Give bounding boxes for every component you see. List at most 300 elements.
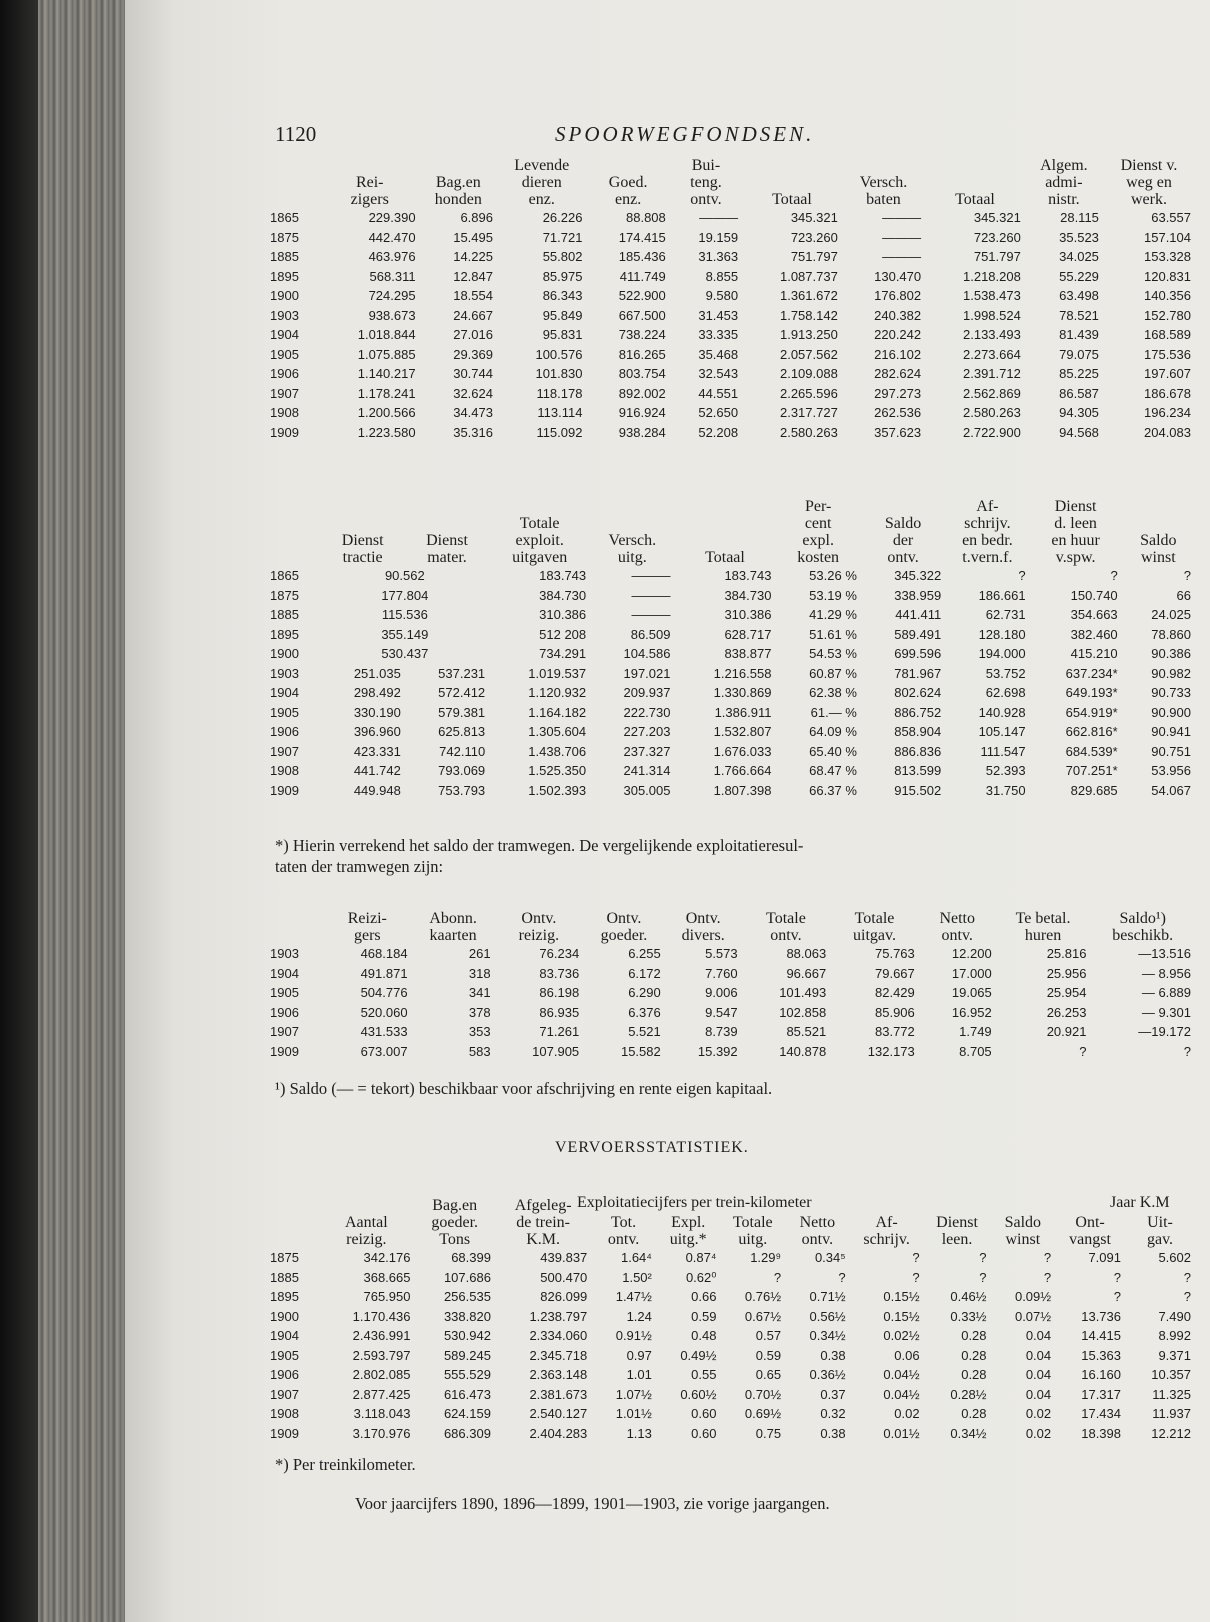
table-cell: 2.363.148: [529, 1367, 588, 1382]
table-cell: 378: [468, 1004, 491, 1020]
table-cell: 673.007: [360, 1043, 408, 1059]
table-cell: 31.750: [985, 782, 1026, 798]
column-header: Bui- teng. ontv.: [690, 157, 722, 208]
table-cell: 1.749: [959, 1024, 992, 1039]
table-cell: 0.57: [755, 1328, 782, 1343]
table-cell: 222.730: [623, 704, 671, 720]
table-cell: 2.802.085: [352, 1367, 411, 1382]
column-header: Ontv. reizig.: [518, 910, 560, 944]
table-cell: 1.29⁹: [750, 1250, 782, 1265]
table-cell: 0.49½: [680, 1347, 717, 1363]
column-header: [270, 157, 320, 208]
table-row: [270, 1287, 1195, 1307]
table-cell: 29.369: [453, 346, 493, 362]
table-cell: 82.429: [875, 985, 915, 1000]
column-header: Rei- zigers: [350, 174, 389, 208]
table-cell: 183.743: [539, 568, 587, 583]
table-cell: 2.265.596: [779, 385, 838, 401]
table-row: [270, 664, 1195, 684]
year-cell: 1904: [270, 965, 299, 981]
year-cell: 1904: [270, 685, 299, 700]
transport-statistics-table: [270, 1197, 1195, 1443]
table-cell: 81.439: [1059, 327, 1099, 342]
table-cell: 88.808: [626, 210, 666, 225]
table-cell: 11.325: [1152, 1386, 1191, 1402]
table-cell: 298.492: [353, 685, 401, 700]
table-cell: 1.178.241: [357, 385, 416, 401]
year-cell: 1900: [270, 646, 299, 661]
table-cell: 616.473: [443, 1386, 491, 1402]
table-cell: 35.523: [1059, 229, 1099, 245]
table-cell: 1.64⁴: [620, 1250, 652, 1265]
column-header: Versch. uitg.: [608, 532, 657, 566]
table-cell: 18.554: [453, 288, 493, 303]
table-cell: 637.234*: [1065, 665, 1118, 681]
table-cell: 32.624: [453, 385, 493, 401]
table-cell: 0.02: [894, 1406, 920, 1421]
table-row: [270, 964, 1195, 984]
table-cell: 0.04: [1025, 1386, 1052, 1402]
year-cell: 1885: [270, 249, 299, 264]
column-header: Ont- vangst: [1069, 1214, 1111, 1248]
column-header: [270, 1197, 318, 1248]
table-cell: 686.309: [443, 1425, 491, 1441]
table-cell: 1.305.604: [528, 724, 587, 739]
table-cell: 25.954: [1046, 985, 1087, 1000]
table-cell: 0.65: [755, 1367, 782, 1382]
column-header: Per- cent expl. kosten: [797, 498, 840, 566]
table-cell: 153.328: [1144, 249, 1191, 264]
table-row: [270, 364, 1195, 384]
year-cell: 1903: [270, 946, 299, 961]
group-header-per-km: Exploitatiecijfers per trein-kilometer: [577, 1194, 812, 1211]
table-row: [270, 722, 1195, 742]
table-row: [270, 286, 1195, 306]
table-cell: 107.686: [443, 1269, 491, 1285]
table-cell: 197.607: [1144, 366, 1191, 381]
table-cell: 1.47½: [615, 1289, 652, 1304]
table-cell: 423.331: [353, 743, 401, 759]
table-cell: 209.937: [623, 685, 671, 700]
table-cell: ?: [1043, 1250, 1052, 1265]
table-cell: 0.60: [691, 1425, 717, 1441]
table-cell: 262.536: [874, 405, 922, 420]
table-cell: 491.871: [360, 965, 408, 981]
table-cell: 62.698: [985, 685, 1026, 700]
table-cell: 0.38: [820, 1347, 846, 1363]
table-cell: 68.47 %: [809, 763, 857, 778]
table-cell: 354.663: [1070, 607, 1118, 622]
table-cell: 0.67½: [744, 1308, 782, 1324]
column-header: Saldo winst: [1004, 1214, 1042, 1248]
table-cell: 25.816: [1046, 946, 1087, 961]
table-cell: 52.208: [698, 424, 739, 440]
table-cell: 838.877: [724, 646, 772, 661]
table-cell: 723.260: [973, 229, 1021, 245]
column-header: Aantal reizig.: [344, 1214, 388, 1248]
table-row: [270, 1042, 1195, 1062]
table-cell: 0.34½: [809, 1328, 846, 1343]
table-cell: 100.576: [535, 346, 583, 362]
table-row: [270, 228, 1195, 248]
table-cell: 85.521: [786, 1024, 827, 1039]
table-cell: 19.065: [951, 985, 992, 1000]
per-km-footnote: *) Per treinkilometer.: [275, 1455, 416, 1474]
table-cell: 826.099: [540, 1289, 588, 1304]
column-header: Expl. uitg.*: [669, 1214, 707, 1248]
table-cell: 32.543: [698, 366, 739, 381]
table-cell: ?: [1183, 1043, 1191, 1059]
table-row: [270, 761, 1195, 781]
table-cell: ?: [1183, 1269, 1191, 1285]
table-cell: 1.386.911: [714, 704, 772, 720]
table-cell: 9.580: [705, 288, 739, 303]
table-cell: 186.661: [978, 587, 1026, 603]
table-cell: 738.224: [618, 327, 666, 342]
table-cell: 8.855: [705, 268, 739, 284]
table-cell: 504.776: [360, 985, 408, 1000]
table-cell: 34.473: [453, 405, 493, 420]
table-cell: 118.178: [536, 385, 583, 401]
table-cell: 338.820: [443, 1308, 491, 1324]
table-cell: 177.804: [381, 587, 429, 603]
column-header: Netto ontv.: [799, 1214, 836, 1248]
year-cell: 1908: [270, 405, 299, 420]
year-cell: 1885: [270, 1269, 299, 1285]
table-cell: 442.470: [368, 229, 416, 245]
table-cell: 411.749: [619, 268, 666, 284]
table-cell: 34.025: [1059, 249, 1099, 264]
table-cell: 0.32: [820, 1406, 846, 1421]
table-row: [270, 683, 1195, 703]
table-cell: 0.97: [626, 1347, 652, 1363]
table-cell: 396.960: [353, 724, 401, 739]
table-cell: 624.159: [443, 1406, 491, 1421]
table-cell: 6.290: [628, 985, 661, 1000]
column-header: Versch. baten: [859, 174, 908, 208]
table-row: [270, 644, 1195, 664]
column-header: Totale ontv.: [766, 910, 806, 944]
year-cell: 1906: [270, 724, 299, 739]
table-row: [270, 703, 1195, 723]
table-cell: 382.460: [1070, 626, 1118, 642]
table-cell: 1.330.869: [713, 685, 772, 700]
table-cell: 829.685: [1070, 782, 1118, 798]
table-cell: 765.950: [363, 1289, 411, 1304]
table-cell: 63.498: [1059, 288, 1099, 303]
table-cell: 441.742: [353, 763, 401, 778]
table-cell: 132.173: [867, 1043, 915, 1059]
table-cell: 83.736: [539, 965, 580, 981]
table-cell: 75.763: [875, 946, 915, 961]
table-cell: 310.386: [724, 607, 772, 622]
column-header: Dienst tractie: [341, 532, 384, 566]
table-cell: 0.02: [1025, 1406, 1052, 1421]
table-row: [270, 267, 1195, 287]
table-cell: 78.860: [1151, 626, 1191, 642]
table-cell: 53.956: [1151, 763, 1191, 778]
table-cell: — 6.889: [1141, 985, 1191, 1000]
table-cell: 186.678: [1144, 385, 1191, 401]
table-cell: 227.203: [623, 724, 671, 739]
table-cell: 9.371: [1158, 1347, 1191, 1363]
table-cell: 1.140.217: [357, 366, 416, 381]
table-cell: 3.118.043: [353, 1406, 411, 1421]
table-cell: 699.596: [894, 646, 942, 661]
table-cell: 803.754: [618, 366, 666, 381]
table-cell: 256.535: [443, 1289, 491, 1304]
table-cell: 2.109.088: [779, 366, 838, 381]
table-cell: 751.797: [790, 249, 838, 264]
table-cell: 229.390: [368, 210, 416, 225]
table-cell: 62.731: [985, 607, 1026, 622]
table-cell: 816.265: [618, 346, 666, 362]
table-cell: 530.437: [381, 646, 429, 661]
table-cell: 282.624: [874, 366, 922, 381]
table-cell: 68.399: [451, 1250, 491, 1265]
table-cell: 0.34⁵: [814, 1250, 846, 1265]
table-cell: 0.37: [820, 1386, 846, 1402]
table-cell: 11.937: [1152, 1406, 1191, 1421]
table-cell: 742.110: [439, 743, 486, 759]
table-cell: 12.200: [951, 946, 992, 961]
table-cell: ?: [912, 1269, 920, 1285]
year-cell: 1905: [270, 1347, 299, 1363]
table-cell: 649.193*: [1065, 685, 1118, 700]
table-cell: 2.436.991: [352, 1328, 411, 1343]
table-cell: 140.928: [978, 704, 1026, 720]
table-cell: 1.218.208: [963, 268, 1021, 284]
table-cell: 194.000: [978, 646, 1026, 661]
table-cell: 0.01½: [883, 1425, 920, 1441]
table-cell: 0.04½: [883, 1367, 920, 1382]
table-cell: 94.568: [1059, 424, 1099, 440]
table-cell: 44.551: [698, 385, 739, 401]
table-cell: 345.321: [790, 210, 838, 225]
table-cell: 886.836: [894, 743, 942, 759]
table-cell: 101.830: [535, 366, 583, 381]
table-cell: 7.490: [1158, 1308, 1191, 1324]
table-cell: 0.76½: [744, 1289, 782, 1304]
table-cell: 17.434: [1081, 1406, 1121, 1421]
column-header: Totale uitg.: [732, 1214, 773, 1248]
table-cell: 12.847: [453, 268, 493, 284]
table-cell: 241.314: [623, 763, 671, 778]
table-cell: 9.006: [705, 985, 738, 1000]
year-cell: 1885: [270, 607, 299, 622]
table-cell: 2.317.727: [779, 405, 838, 420]
table-cell: 431.533: [360, 1024, 408, 1039]
table-cell: 0.36½: [809, 1367, 846, 1382]
table-cell: 33.335: [698, 327, 739, 342]
year-cell: 1907: [270, 385, 299, 401]
table-cell: 2.345.718: [529, 1347, 588, 1363]
table-cell: 17.000: [951, 965, 992, 981]
table-cell: ?: [979, 1250, 987, 1265]
column-header: Goed. enz.: [608, 174, 648, 208]
table-cell: 25.956: [1046, 965, 1087, 981]
table-cell: 345.322: [894, 568, 942, 583]
table-cell: 662.816*: [1065, 724, 1118, 739]
table-cell: 65.40 %: [809, 743, 857, 759]
table-cell: 204.083: [1144, 424, 1191, 440]
table-cell: 1.676.033: [713, 743, 772, 759]
table-row: [270, 345, 1195, 365]
table-cell: 1.018.844: [357, 327, 416, 342]
table-cell: 104.586: [623, 646, 671, 661]
table-cell: 15.495: [453, 229, 493, 245]
book-page: [125, 0, 1210, 1622]
table-cell: 1.087.737: [779, 268, 838, 284]
table-cell: 71.261: [539, 1024, 580, 1039]
column-header: Totaal: [705, 549, 745, 566]
column-header: Ontv. goeder.: [600, 910, 648, 944]
table-cell: 522.900: [618, 288, 666, 303]
column-header: Te betal. huren: [1015, 910, 1071, 944]
table-cell: 62.38 %: [809, 685, 857, 700]
table-cell: ———: [631, 568, 671, 583]
table-cell: 1.50²: [622, 1269, 652, 1285]
table-cell: 2.133.493: [963, 327, 1021, 342]
table-row: [270, 944, 1195, 964]
table-cell: 0.06: [894, 1347, 920, 1363]
table-cell: 723.260: [790, 229, 838, 245]
table-cell: 1.913.250: [779, 327, 838, 342]
table-cell: 368.665: [363, 1269, 411, 1285]
column-header: [270, 498, 320, 566]
table-cell: 31.453: [698, 307, 739, 323]
table-cell: 63.557: [1151, 210, 1191, 225]
column-header: Totaal: [772, 191, 812, 208]
table-cell: 0.28: [961, 1367, 987, 1382]
table-cell: 2.580.263: [963, 405, 1021, 420]
year-cell: 1905: [270, 985, 299, 1000]
book-binding-shadow: [0, 0, 38, 1622]
table-cell: 1.758.142: [779, 307, 838, 323]
column-header: Dienst v. weg en werk.: [1120, 157, 1178, 208]
table-cell: 12.212: [1151, 1425, 1191, 1441]
table-cell: 174.415: [618, 229, 666, 245]
year-cell: 1904: [270, 327, 299, 342]
table-cell: 15.363: [1081, 1347, 1121, 1363]
table-cell: 90.751: [1151, 743, 1191, 759]
table-cell: 66: [1176, 587, 1191, 603]
table-cell: 196.234: [1144, 405, 1191, 420]
table-cell: 1.807.398: [713, 782, 772, 798]
table-cell: 357.623: [874, 424, 922, 440]
table-cell: 751.797: [973, 249, 1021, 264]
table-cell: 5.573: [705, 946, 738, 961]
table-cell: 310.386: [539, 607, 587, 622]
table-cell: 297.273: [874, 385, 922, 401]
bottom-note: Voor jaarcijfers 1890, 1896—1899, 1901—1903, zie vorige jaargangen.: [355, 1494, 830, 1513]
table-cell: 355.149: [381, 626, 429, 642]
table-cell: 0.28: [961, 1328, 987, 1343]
table-cell: 530.942: [443, 1328, 491, 1343]
column-header: Dienst d. leen en huur v.spw.: [1051, 498, 1100, 566]
table-cell: 85.225: [1059, 366, 1099, 381]
table-cell: 6.255: [628, 946, 661, 961]
table-cell: 568.311: [369, 268, 416, 284]
table-row: [270, 403, 1195, 423]
table-cell: 583: [468, 1043, 491, 1059]
year-cell: 1900: [270, 288, 299, 303]
year-cell: 1907: [270, 1024, 299, 1039]
year-cell: 1900: [270, 1308, 299, 1324]
table-cell: 6.376: [628, 1004, 661, 1020]
year-cell: 1909: [270, 1425, 299, 1441]
table-cell: 64.09 %: [809, 724, 857, 739]
table-cell: 2.057.562: [779, 346, 838, 362]
table-cell: 1.01: [626, 1367, 652, 1382]
column-header: Netto ontv.: [939, 910, 975, 944]
table-cell: 55.802: [542, 249, 583, 264]
table-row: [270, 1003, 1195, 1023]
table-cell: —13.516: [1138, 946, 1191, 961]
table-cell: 76.234: [539, 946, 580, 961]
year-cell: 1907: [270, 743, 299, 759]
table-cell: 175.536: [1144, 346, 1191, 362]
table-cell: 26.226: [542, 210, 583, 225]
table-cell: 1.120.932: [528, 685, 587, 700]
table-cell: 8.705: [959, 1043, 992, 1059]
column-header: Af- schrijv. en bedr. t.vern.f.: [962, 498, 1013, 566]
table-cell: 28.115: [1060, 210, 1099, 225]
table-cell: 5.602: [1158, 1250, 1191, 1265]
column-header: Totaal: [955, 191, 995, 208]
table-cell: 439.837: [540, 1250, 588, 1265]
table-cell: 0.04: [1025, 1347, 1052, 1363]
table-cell: 220.242: [874, 327, 922, 342]
table-cell: 707.251*: [1065, 763, 1118, 778]
table-cell: 589.491: [894, 626, 942, 642]
table-cell: 338.959: [894, 587, 942, 603]
table-cell: 341: [468, 985, 491, 1000]
table-cell: 251.035: [353, 665, 401, 681]
table-row: [270, 1385, 1195, 1405]
column-header: Algem. admi- nistr.: [1040, 157, 1088, 208]
table-cell: 197.021: [623, 665, 671, 681]
table-cell: 886.752: [894, 704, 942, 720]
table-cell: 2.722.900: [963, 424, 1021, 440]
table-cell: 128.180: [978, 626, 1026, 642]
table-cell: 579.381: [438, 704, 486, 720]
table-cell: 1.438.706: [528, 743, 587, 759]
table-cell: 0.09½: [1014, 1289, 1052, 1304]
table-cell: 35.316: [453, 424, 493, 440]
table-cell: ?: [1018, 568, 1026, 583]
table-cell: 0.62⁰: [685, 1269, 717, 1285]
table-cell: 500.470: [540, 1269, 588, 1285]
table-cell: 31.363: [698, 249, 739, 264]
year-cell: 1909: [270, 782, 299, 798]
table-cell: 140.878: [779, 1043, 827, 1059]
table-cell: 2.273.664: [963, 346, 1021, 362]
table-cell: 0.04½: [883, 1386, 920, 1402]
table-cell: 86.343: [542, 288, 583, 303]
table-cell: 240.382: [874, 307, 922, 323]
year-cell: 1906: [270, 1367, 299, 1382]
table-cell: ?: [838, 1269, 846, 1285]
table-cell: 449.948: [353, 782, 401, 798]
table-cell: 10.357: [1151, 1367, 1191, 1382]
section-title: VERVOERSSTATISTIEK.: [555, 1139, 749, 1156]
table-cell: 330.190: [353, 704, 401, 720]
table-cell: 54.067: [1151, 782, 1191, 798]
table-cell: 2.877.425: [352, 1386, 411, 1402]
table-cell: 2.562.869: [963, 385, 1021, 401]
table-cell: ———: [699, 210, 739, 225]
